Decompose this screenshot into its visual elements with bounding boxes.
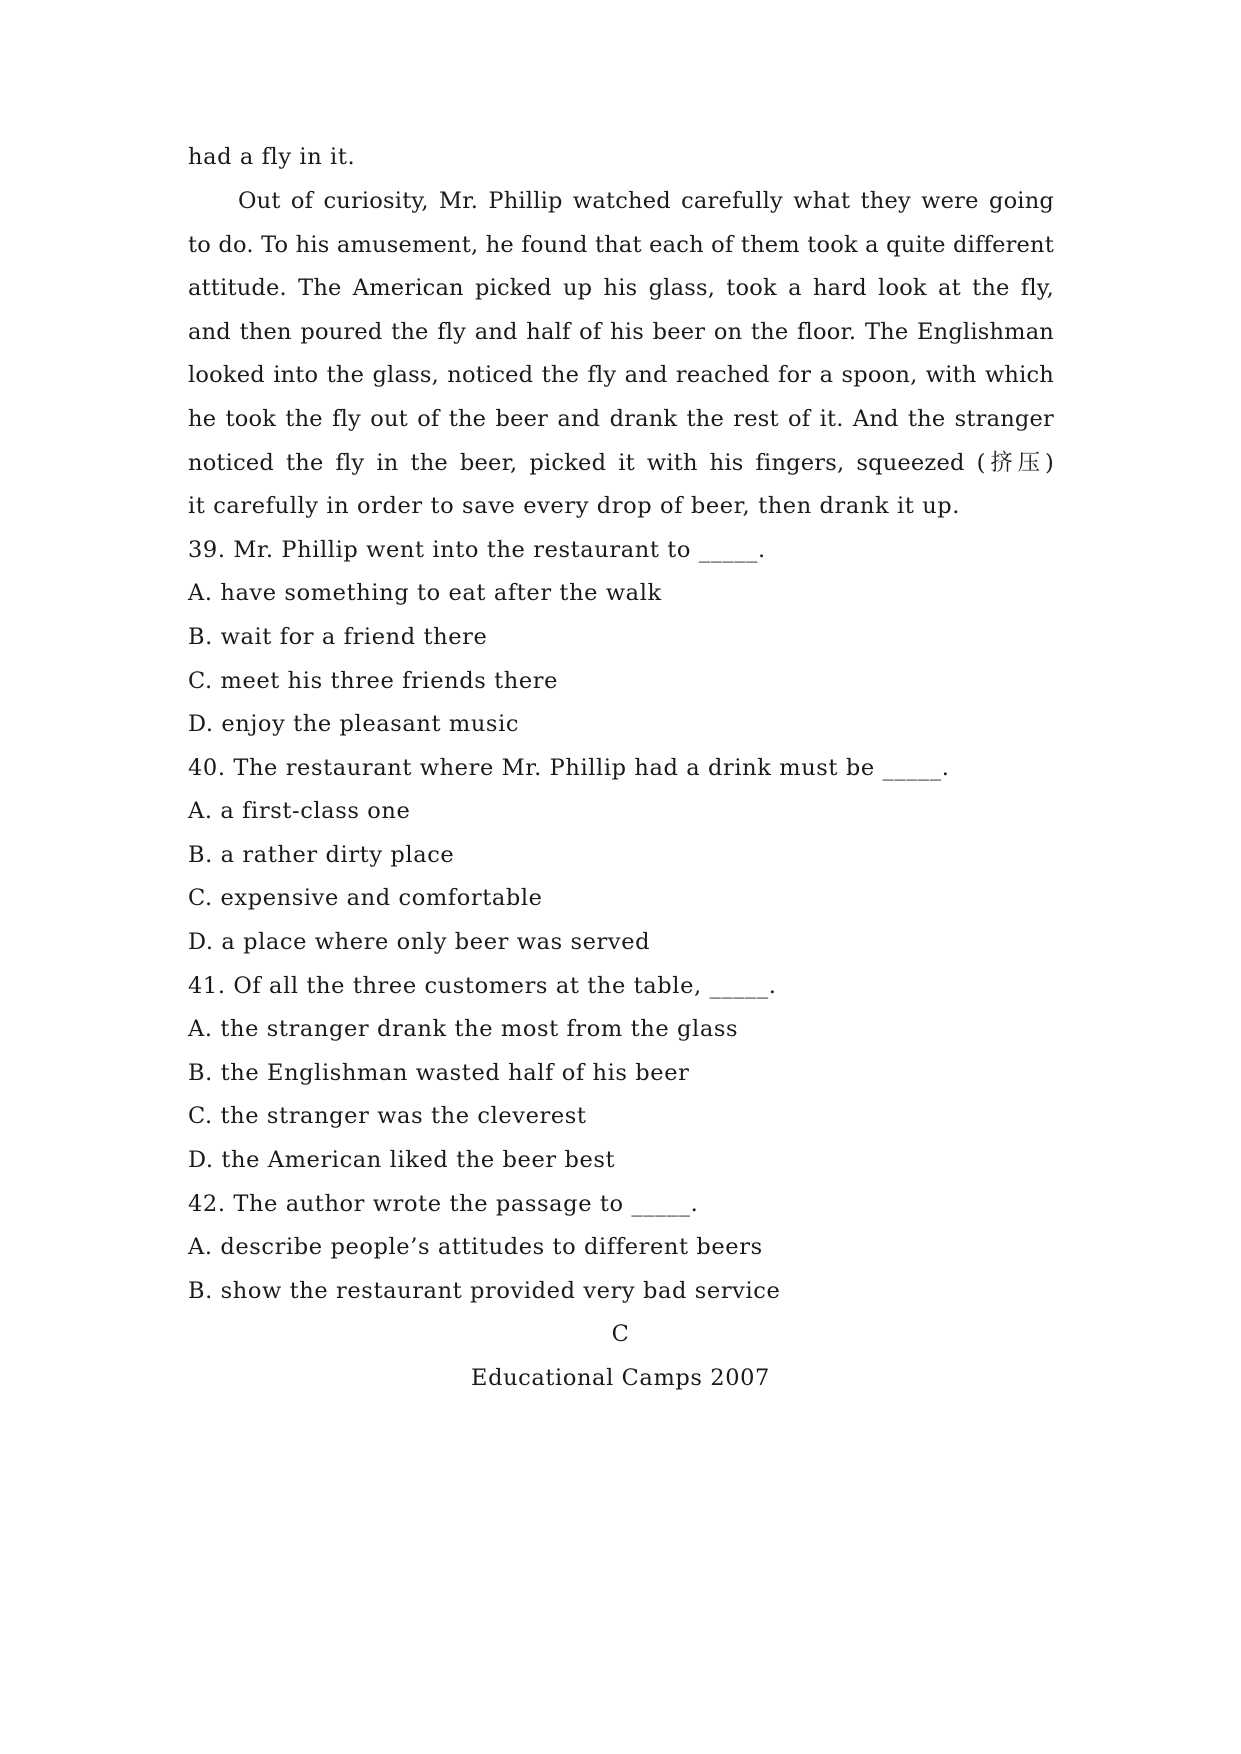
question-stem: 42. The author wrote the passage to _____.	[188, 1191, 699, 1217]
question-stem: 40. The restaurant where Mr. Phillip had a drink must be _____.	[188, 755, 950, 781]
question-stem: 39. Mr. Phillip went into the restaurant to _____.	[188, 537, 766, 563]
passage-line: noticed the fly in the beer, picked it with his fingers, squeezed (挤压)	[188, 450, 1054, 476]
passage-line: had a fly in it.	[188, 144, 356, 170]
answer-option: D. enjoy the pleasant music	[188, 711, 520, 737]
passage-line: it carefully in order to save every drop of beer, then drank it up.	[188, 493, 961, 519]
answer-option: A. have something to eat after the walk	[188, 580, 662, 606]
answer-option: C. expensive and comfortable	[188, 885, 543, 911]
answer-option: A. a first-class one	[188, 798, 411, 824]
answer-option: A. the stranger drank the most from the glass	[188, 1016, 739, 1042]
section-title: Educational Camps 2007	[471, 1365, 770, 1391]
passage-line: attitude. The American picked up his glass, took a hard look at the fly,	[188, 275, 1054, 301]
passage-line: looked into the glass, noticed the fly and reached for a spoon, with which	[188, 362, 1054, 388]
answer-option: D. the American liked the beer best	[188, 1147, 616, 1173]
answer-option: B. show the restaurant provided very bad service	[188, 1278, 781, 1304]
section-letter: C	[611, 1321, 630, 1347]
answer-option: B. a rather dirty place	[188, 842, 455, 868]
passage-line: and then poured the fly and half of his beer on the floor. The Englishman	[188, 319, 1054, 345]
answer-option: A. describe people’s attitudes to different beers	[188, 1234, 763, 1260]
answer-option: C. meet his three friends there	[188, 668, 559, 694]
passage-line: he took the fly out of the beer and drank the rest of it. And the stranger	[188, 406, 1054, 432]
question-stem: 41. Of all the three customers at the table, _____.	[188, 973, 777, 999]
passage-line: Out of curiosity, Mr. Phillip watched carefully what they were going	[238, 188, 1054, 214]
answer-option: B. wait for a friend there	[188, 624, 488, 650]
answer-option: C. the stranger was the cleverest	[188, 1103, 587, 1129]
answer-option: B. the Englishman wasted half of his beer	[188, 1060, 690, 1086]
passage-line: to do. To his amusement, he found that each of them took a quite different	[188, 232, 1054, 258]
answer-option: D. a place where only beer was served	[188, 929, 651, 955]
